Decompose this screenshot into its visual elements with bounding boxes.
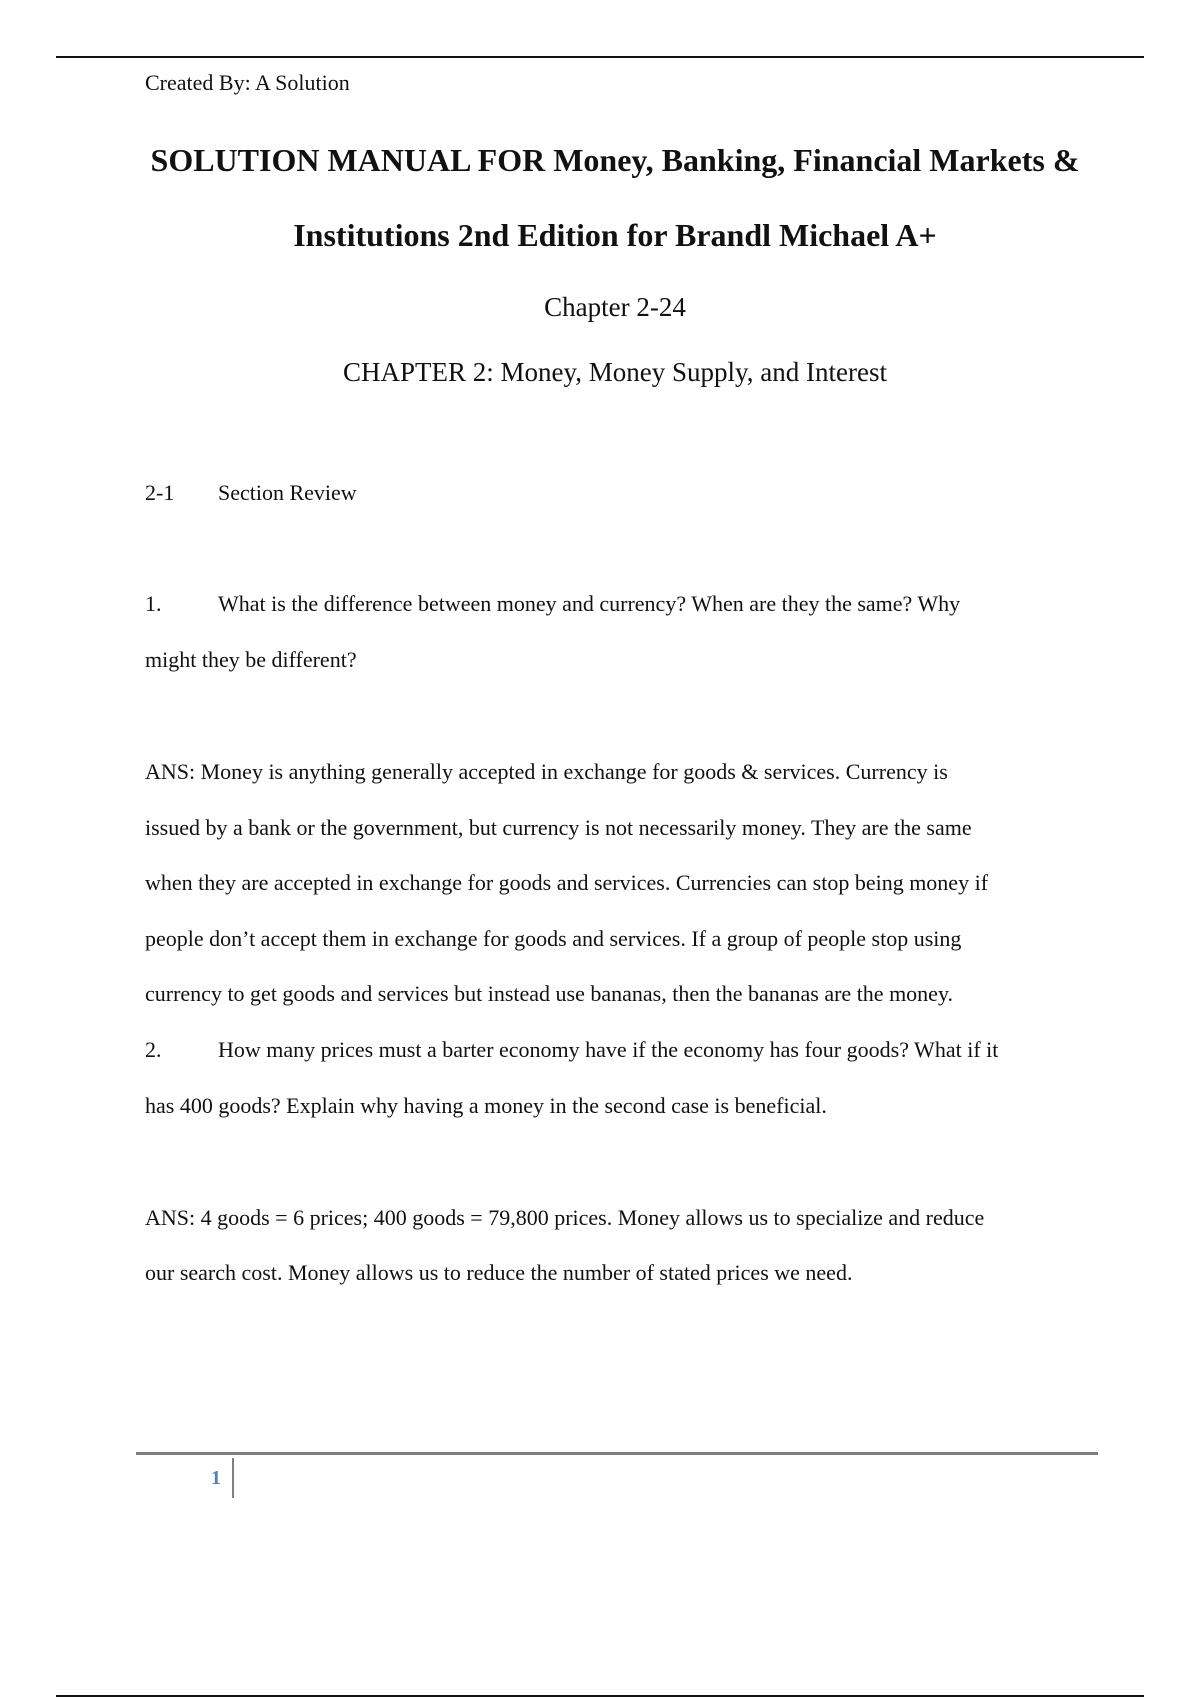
answer-1-line-3: when they are accepted in exchange for goods and services. Currencies can stop being money if <box>145 870 989 895</box>
document-title-line-2: Institutions 2nd Edition for Brandl Michael A+ <box>293 217 937 253</box>
bottom-rule <box>56 1695 1144 1697</box>
question-number: 2. <box>145 1037 162 1062</box>
answer-1-line-5: currency to get goods and services but instead use bananas, then the bananas are the money. <box>145 981 954 1006</box>
section-label: Section Review <box>218 480 357 505</box>
page-number-divider <box>232 1458 234 1498</box>
answer-2-line-2: our search cost. Money allows us to reduce the number of stated prices we need. <box>145 1260 853 1285</box>
question-2-line-2: has 400 goods? Explain why having a money in the second case is beneficial. <box>145 1093 827 1118</box>
question-1-line-1 <box>145 591 1095 617</box>
document-title-line-1: SOLUTION MANUAL FOR Money, Banking, Financial Markets & <box>150 142 1080 178</box>
question-1-line-2: might they be different? <box>145 647 357 672</box>
created-by-header: Created By: A Solution <box>145 70 350 95</box>
answer-2-line-1: ANS: 4 goods = 6 prices; 400 goods = 79,800 prices. Money allows us to specialize and reduce <box>145 1205 985 1230</box>
chapter-range: Chapter 2-24 <box>544 292 686 322</box>
footer-rule <box>136 1452 1098 1455</box>
answer-1-line-2: issued by a bank or the government, but currency is not necessarily money. They are the same <box>145 815 972 840</box>
section-number: 2-1 <box>145 480 175 505</box>
question-2-line-1 <box>145 1037 1095 1063</box>
answer-1-line-1: ANS: Money is anything generally accepted in exchange for goods & services. Currency is <box>145 759 948 784</box>
top-rule <box>56 56 1144 58</box>
page-number: 1 <box>211 1467 221 1489</box>
chapter-title: CHAPTER 2: Money, Money Supply, and Interest <box>343 357 887 387</box>
question-text: How many prices must a barter economy have if the economy has four goods? What if it <box>218 1037 999 1062</box>
question-number: 1. <box>145 591 162 616</box>
question-text: What is the difference between money and currency? When are they the same? Why <box>218 591 961 616</box>
answer-1-line-4: people don’t accept them in exchange for goods and services. If a group of people stop using <box>145 926 962 951</box>
section-heading <box>145 480 357 506</box>
